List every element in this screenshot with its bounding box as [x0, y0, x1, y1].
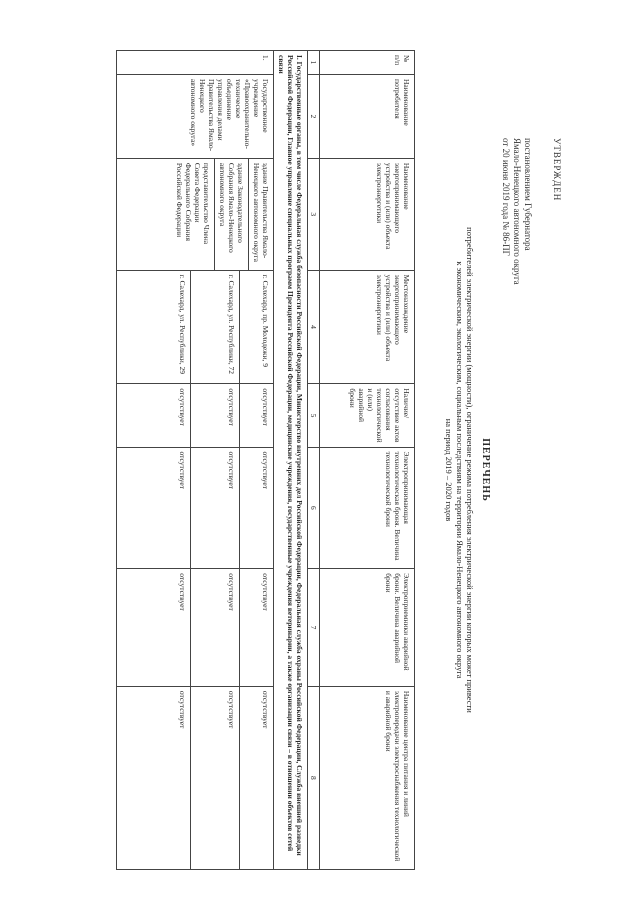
header-cell: Электропринимающая технологическая броня. Величина технологической брони: [320, 447, 415, 569]
power-center-value: отсутствует: [261, 690, 270, 729]
emergency-reserve-value: отсутствует: [194, 569, 240, 686]
column-number: 7: [308, 569, 320, 687]
column-number: 5: [308, 384, 320, 447]
column-number: 3: [308, 158, 320, 270]
tech-reserve-value: отсутствует: [261, 451, 270, 490]
object-locations-cell: [117, 270, 274, 384]
emergency-reserve-cell: [117, 569, 274, 687]
row-number: 1.: [117, 51, 274, 75]
power-center-value: отсутствует: [178, 687, 191, 869]
column-number-row: [308, 51, 320, 870]
tech-reserve-cell: [117, 447, 274, 569]
acts-value: отсутствует: [178, 384, 191, 446]
header-cell: Наименование энергопринимающего устройства и (или) объекта электроэнергетики: [320, 158, 415, 270]
header-cell: Местонахождение энергопринимающего устройства и (или) объекта электроэнергетики: [320, 270, 415, 384]
header-cell: Электроприемники аварийной брони. Величина аварийной брони: [320, 569, 415, 687]
object-name: здание Правительства Ямало-Ненецкого автономного округа: [252, 162, 270, 262]
document-title: ПЕРЕЧЕНЬ: [480, 438, 491, 502]
column-number: 4: [308, 270, 320, 384]
approval-line-2: Ямало-Ненецкого автономного округа: [512, 138, 522, 285]
object-names-cell: [117, 158, 274, 270]
column-number: 2: [308, 74, 320, 158]
document-subtitle-2: к экономическим, экологическим, социальным последствиям на территории Ямало-Ненецкого автономного округа: [455, 261, 465, 679]
document-title-block: [444, 130, 490, 810]
tech-reserve-value: отсутствует: [194, 448, 240, 569]
header-cell: Наименование центра питания и линий электропередачи электроснабжения технологической и аварийной брони: [320, 686, 415, 869]
column-number: 1: [308, 51, 320, 75]
header-cell: Наличие/отсутствие актов согласования технологической и (или) аварийной брони: [320, 384, 415, 447]
emergency-reserve-value: отсутствует: [261, 573, 270, 611]
object-location: г. Салехард, пр. Молодежи, 9: [261, 274, 270, 367]
column-number: 8: [308, 686, 320, 869]
object-location: г. Салехард, ул. Республики, 72: [194, 271, 240, 384]
approval-block: [500, 138, 562, 398]
approval-line-1: постановлением Губернатора: [523, 138, 533, 251]
power-center-cell: [117, 686, 274, 869]
object-name: здание Законодательного Собрания Ямало-Ненецкого автономного округа: [218, 159, 249, 270]
object-name: представительство Члена Совета Федерации Федерального Собрания Российской Федерации: [175, 159, 215, 270]
column-number: 6: [308, 447, 320, 569]
consumers-table: [116, 50, 415, 870]
approval-heading: УТВЕРЖДЕН: [552, 138, 562, 202]
tech-reserve-value: отсутствует: [178, 448, 191, 569]
header-cell: № п/п: [320, 51, 415, 75]
acts-value: отсутствует: [194, 384, 240, 446]
header-cell: Наименование потребителя: [320, 74, 415, 158]
acts-cell: [117, 384, 274, 447]
section-heading: I. Государственные органы, в том числе Федеральная служба безопасности Российской Федерации, Министерство внутренних дел Российской Федерации, Федеральная служба охраны Российской Федерации, Служба внешней разведки Российской Федерации, Главное управление специальных программ Президента Российской Федерации, медицинские учреждения, государственные учреждения ветеринарии, а также организации связи – в отношении объектов сетей связи: [274, 51, 308, 870]
document-subtitle-1: потребителей электрической энергии (мощности), ограничение режима потребления электрической энергии которых может привести: [465, 227, 476, 713]
section-heading-row: [274, 51, 308, 870]
acts-value: отсутствует: [261, 388, 270, 426]
table-header-row: [320, 51, 415, 870]
consumer-name: Государственное учреждение «Правоохранительно-техническое объединение управления делами Правительства Ямало-Ненецкого автономного округа»: [117, 74, 274, 158]
table-row: [117, 51, 274, 870]
approval-line-3: от 20 июня 2019 года № 86-ПГ: [501, 138, 511, 256]
document-subtitle-3: на период 2019 – 2020 годов: [444, 418, 455, 522]
power-center-value: отсутствует: [194, 687, 240, 869]
object-location: г. Салехард, ул. Республики, 29: [178, 271, 191, 384]
emergency-reserve-value: отсутствует: [178, 569, 191, 686]
